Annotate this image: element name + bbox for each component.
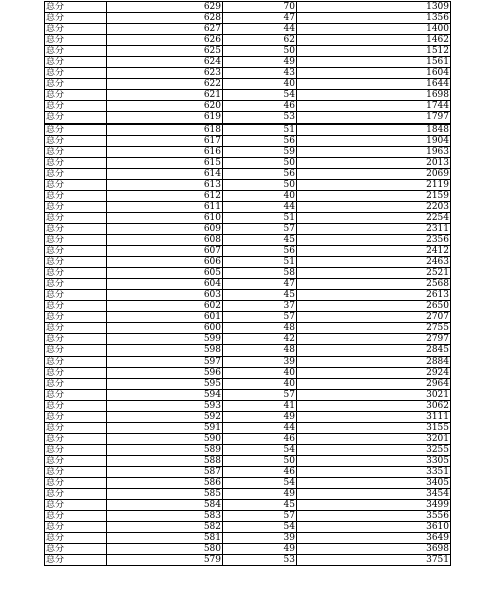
cumulative-cell: 1644 (297, 79, 451, 90)
subject-cell: 总分 (45, 2, 107, 13)
count-cell: 54 (223, 522, 297, 533)
count-cell: 47 (223, 279, 297, 290)
score-cell: 617 (107, 135, 223, 146)
cumulative-cell: 2311 (297, 223, 451, 234)
count-cell: 54 (223, 478, 297, 489)
table-row (45, 334, 451, 345)
count-cell: 39 (223, 356, 297, 367)
cumulative-cell: 2568 (297, 279, 451, 290)
cumulative-cell: 3698 (297, 544, 451, 555)
cumulative-cell: 3351 (297, 466, 451, 477)
count-cell: 56 (223, 135, 297, 146)
table-row (45, 389, 451, 400)
subject-cell: 总分 (45, 500, 107, 511)
score-cell: 601 (107, 312, 223, 323)
table-row (45, 201, 451, 212)
table-row (45, 511, 451, 522)
table-body (45, 2, 451, 566)
table-row (45, 135, 451, 146)
cumulative-cell: 2159 (297, 190, 451, 201)
table-row (45, 246, 451, 257)
count-cell: 40 (223, 79, 297, 90)
score-cell: 613 (107, 179, 223, 190)
score-cell: 628 (107, 13, 223, 24)
cumulative-cell: 1309 (297, 2, 451, 13)
cumulative-cell: 2254 (297, 212, 451, 223)
score-cell: 595 (107, 378, 223, 389)
cumulative-cell: 3649 (297, 533, 451, 544)
subject-cell: 总分 (45, 400, 107, 411)
table-row (45, 146, 451, 157)
table-row (45, 101, 451, 112)
cumulative-cell: 2356 (297, 234, 451, 245)
subject-cell: 总分 (45, 135, 107, 146)
subject-cell: 总分 (45, 57, 107, 68)
cumulative-cell: 3610 (297, 522, 451, 533)
score-cell: 618 (107, 124, 223, 136)
subject-cell: 总分 (45, 268, 107, 279)
subject-cell: 总分 (45, 533, 107, 544)
subject-cell: 总分 (45, 257, 107, 268)
count-cell: 40 (223, 378, 297, 389)
table-row (45, 400, 451, 411)
cumulative-cell: 1698 (297, 90, 451, 101)
subject-cell: 总分 (45, 24, 107, 35)
count-cell: 39 (223, 533, 297, 544)
count-cell: 54 (223, 444, 297, 455)
count-cell: 50 (223, 46, 297, 57)
subject-cell: 总分 (45, 345, 107, 356)
subject-cell: 总分 (45, 190, 107, 201)
cumulative-cell: 2797 (297, 334, 451, 345)
score-cell: 598 (107, 345, 223, 356)
subject-cell: 总分 (45, 378, 107, 389)
table-row (45, 433, 451, 444)
subject-cell: 总分 (45, 522, 107, 533)
cumulative-cell: 3751 (297, 555, 451, 566)
score-distribution-table (44, 1, 451, 566)
subject-cell: 总分 (45, 46, 107, 57)
score-cell: 619 (107, 112, 223, 124)
table-row (45, 533, 451, 544)
cumulative-cell: 3255 (297, 444, 451, 455)
table-row (45, 444, 451, 455)
table-row (45, 13, 451, 24)
score-cell: 627 (107, 24, 223, 35)
count-cell: 45 (223, 290, 297, 301)
subject-cell: 总分 (45, 312, 107, 323)
count-cell: 44 (223, 201, 297, 212)
subject-cell: 总分 (45, 444, 107, 455)
subject-cell: 总分 (45, 279, 107, 290)
table-row (45, 500, 451, 511)
table-row (45, 522, 451, 533)
cumulative-cell: 2412 (297, 246, 451, 257)
subject-cell: 总分 (45, 290, 107, 301)
cumulative-cell: 2924 (297, 367, 451, 378)
count-cell: 56 (223, 246, 297, 257)
score-cell: 608 (107, 234, 223, 245)
table-row (45, 411, 451, 422)
table-row (45, 68, 451, 79)
subject-cell: 总分 (45, 422, 107, 433)
cumulative-cell: 3499 (297, 500, 451, 511)
cumulative-cell: 3111 (297, 411, 451, 422)
score-cell: 603 (107, 290, 223, 301)
table-row (45, 301, 451, 312)
subject-cell: 总分 (45, 455, 107, 466)
cumulative-cell: 3201 (297, 433, 451, 444)
table-row (45, 190, 451, 201)
subject-cell: 总分 (45, 246, 107, 257)
table-row (45, 168, 451, 179)
cumulative-cell: 2013 (297, 157, 451, 168)
score-cell: 615 (107, 157, 223, 168)
cumulative-cell: 2845 (297, 345, 451, 356)
count-cell: 41 (223, 400, 297, 411)
table-row (45, 290, 451, 301)
cumulative-cell: 2964 (297, 378, 451, 389)
table-row (45, 2, 451, 13)
table-row (45, 257, 451, 268)
count-cell: 44 (223, 422, 297, 433)
score-cell: 596 (107, 367, 223, 378)
count-cell: 50 (223, 157, 297, 168)
subject-cell: 总分 (45, 466, 107, 477)
table-row (45, 345, 451, 356)
count-cell: 51 (223, 212, 297, 223)
count-cell: 40 (223, 367, 297, 378)
cumulative-cell: 1512 (297, 46, 451, 57)
table-row (45, 422, 451, 433)
cumulative-cell: 2521 (297, 268, 451, 279)
count-cell: 49 (223, 544, 297, 555)
score-cell: 616 (107, 146, 223, 157)
count-cell: 59 (223, 146, 297, 157)
table-row (45, 323, 451, 334)
table-row (45, 478, 451, 489)
score-cell: 610 (107, 212, 223, 223)
score-cell: 600 (107, 323, 223, 334)
score-cell: 624 (107, 57, 223, 68)
count-cell: 44 (223, 24, 297, 35)
score-cell: 599 (107, 334, 223, 345)
score-cell: 614 (107, 168, 223, 179)
score-cell: 581 (107, 533, 223, 544)
cumulative-cell: 1604 (297, 68, 451, 79)
table-row (45, 57, 451, 68)
count-cell: 50 (223, 179, 297, 190)
cumulative-cell: 3454 (297, 489, 451, 500)
subject-cell: 总分 (45, 201, 107, 212)
subject-cell: 总分 (45, 234, 107, 245)
subject-cell: 总分 (45, 323, 107, 334)
count-cell: 57 (223, 312, 297, 323)
subject-cell: 总分 (45, 433, 107, 444)
table-row (45, 312, 451, 323)
subject-cell: 总分 (45, 90, 107, 101)
score-cell: 611 (107, 201, 223, 212)
count-cell: 40 (223, 190, 297, 201)
subject-cell: 总分 (45, 555, 107, 566)
table-row (45, 79, 451, 90)
subject-cell: 总分 (45, 112, 107, 124)
count-cell: 57 (223, 389, 297, 400)
score-cell: 629 (107, 2, 223, 13)
table-row (45, 544, 451, 555)
table-row (45, 157, 451, 168)
score-cell: 607 (107, 246, 223, 257)
score-cell: 583 (107, 511, 223, 522)
count-cell: 42 (223, 334, 297, 345)
count-cell: 53 (223, 112, 297, 124)
subject-cell: 总分 (45, 146, 107, 157)
score-cell: 589 (107, 444, 223, 455)
cumulative-cell: 2707 (297, 312, 451, 323)
cumulative-cell: 3062 (297, 400, 451, 411)
table-row (45, 356, 451, 367)
count-cell: 57 (223, 223, 297, 234)
score-cell: 612 (107, 190, 223, 201)
subject-cell: 总分 (45, 411, 107, 422)
cumulative-cell: 2650 (297, 301, 451, 312)
subject-cell: 总分 (45, 179, 107, 190)
score-cell: 592 (107, 411, 223, 422)
table-row (45, 466, 451, 477)
table-row (45, 35, 451, 46)
subject-cell: 总分 (45, 101, 107, 112)
cumulative-cell: 3155 (297, 422, 451, 433)
count-cell: 51 (223, 257, 297, 268)
table-row (45, 555, 451, 566)
subject-cell: 总分 (45, 124, 107, 136)
cumulative-cell: 3021 (297, 389, 451, 400)
table-row (45, 367, 451, 378)
cumulative-cell: 2119 (297, 179, 451, 190)
subject-cell: 总分 (45, 389, 107, 400)
count-cell: 57 (223, 511, 297, 522)
score-cell: 584 (107, 500, 223, 511)
table-row (45, 90, 451, 101)
score-cell: 605 (107, 268, 223, 279)
table-row (45, 24, 451, 35)
table-row (45, 124, 451, 136)
cumulative-cell: 1462 (297, 35, 451, 46)
table-row (45, 489, 451, 500)
count-cell: 45 (223, 500, 297, 511)
cumulative-cell: 3556 (297, 511, 451, 522)
table-row (45, 112, 451, 124)
score-cell: 597 (107, 356, 223, 367)
score-cell: 590 (107, 433, 223, 444)
count-cell: 49 (223, 489, 297, 500)
cumulative-cell: 1400 (297, 24, 451, 35)
score-cell: 580 (107, 544, 223, 555)
count-cell: 49 (223, 57, 297, 68)
subject-cell: 总分 (45, 301, 107, 312)
count-cell: 53 (223, 555, 297, 566)
cumulative-cell: 2463 (297, 257, 451, 268)
cumulative-cell: 1797 (297, 112, 451, 124)
count-cell: 46 (223, 433, 297, 444)
subject-cell: 总分 (45, 367, 107, 378)
score-cell: 623 (107, 68, 223, 79)
count-cell: 56 (223, 168, 297, 179)
score-cell: 587 (107, 466, 223, 477)
subject-cell: 总分 (45, 157, 107, 168)
cumulative-cell: 1356 (297, 13, 451, 24)
cumulative-cell: 2069 (297, 168, 451, 179)
cumulative-cell: 3305 (297, 455, 451, 466)
count-cell: 45 (223, 234, 297, 245)
subject-cell: 总分 (45, 334, 107, 345)
count-cell: 54 (223, 90, 297, 101)
table-row (45, 268, 451, 279)
table-row (45, 223, 451, 234)
score-cell: 622 (107, 79, 223, 90)
cumulative-cell: 3405 (297, 478, 451, 489)
subject-cell: 总分 (45, 511, 107, 522)
subject-cell: 总分 (45, 13, 107, 24)
score-cell: 579 (107, 555, 223, 566)
score-cell: 620 (107, 101, 223, 112)
count-cell: 62 (223, 35, 297, 46)
table-row (45, 212, 451, 223)
table-row (45, 279, 451, 290)
score-cell: 602 (107, 301, 223, 312)
table-row (45, 46, 451, 57)
cumulative-cell: 2613 (297, 290, 451, 301)
cumulative-cell: 1744 (297, 101, 451, 112)
count-cell: 50 (223, 455, 297, 466)
subject-cell: 总分 (45, 223, 107, 234)
cumulative-cell: 1963 (297, 146, 451, 157)
subject-cell: 总分 (45, 35, 107, 46)
score-cell: 594 (107, 389, 223, 400)
score-cell: 593 (107, 400, 223, 411)
score-cell: 604 (107, 279, 223, 290)
count-cell: 58 (223, 268, 297, 279)
count-cell: 46 (223, 466, 297, 477)
table-row (45, 455, 451, 466)
subject-cell: 总分 (45, 544, 107, 555)
score-cell: 606 (107, 257, 223, 268)
table-row (45, 234, 451, 245)
score-cell: 588 (107, 455, 223, 466)
subject-cell: 总分 (45, 68, 107, 79)
score-cell: 585 (107, 489, 223, 500)
score-cell: 582 (107, 522, 223, 533)
score-cell: 625 (107, 46, 223, 57)
score-cell: 609 (107, 223, 223, 234)
count-cell: 70 (223, 2, 297, 13)
subject-cell: 总分 (45, 356, 107, 367)
subject-cell: 总分 (45, 489, 107, 500)
score-cell: 621 (107, 90, 223, 101)
count-cell: 47 (223, 13, 297, 24)
cumulative-cell: 1848 (297, 124, 451, 136)
score-cell: 586 (107, 478, 223, 489)
count-cell: 43 (223, 68, 297, 79)
count-cell: 37 (223, 301, 297, 312)
table-row (45, 378, 451, 389)
count-cell: 48 (223, 323, 297, 334)
count-cell: 46 (223, 101, 297, 112)
subject-cell: 总分 (45, 212, 107, 223)
count-cell: 49 (223, 411, 297, 422)
subject-cell: 总分 (45, 79, 107, 90)
count-cell: 51 (223, 124, 297, 136)
subject-cell: 总分 (45, 478, 107, 489)
count-cell: 48 (223, 345, 297, 356)
cumulative-cell: 1561 (297, 57, 451, 68)
score-cell: 626 (107, 35, 223, 46)
cumulative-cell: 2203 (297, 201, 451, 212)
cumulative-cell: 1904 (297, 135, 451, 146)
score-cell: 591 (107, 422, 223, 433)
subject-cell: 总分 (45, 168, 107, 179)
table-row (45, 179, 451, 190)
cumulative-cell: 2884 (297, 356, 451, 367)
cumulative-cell: 2755 (297, 323, 451, 334)
